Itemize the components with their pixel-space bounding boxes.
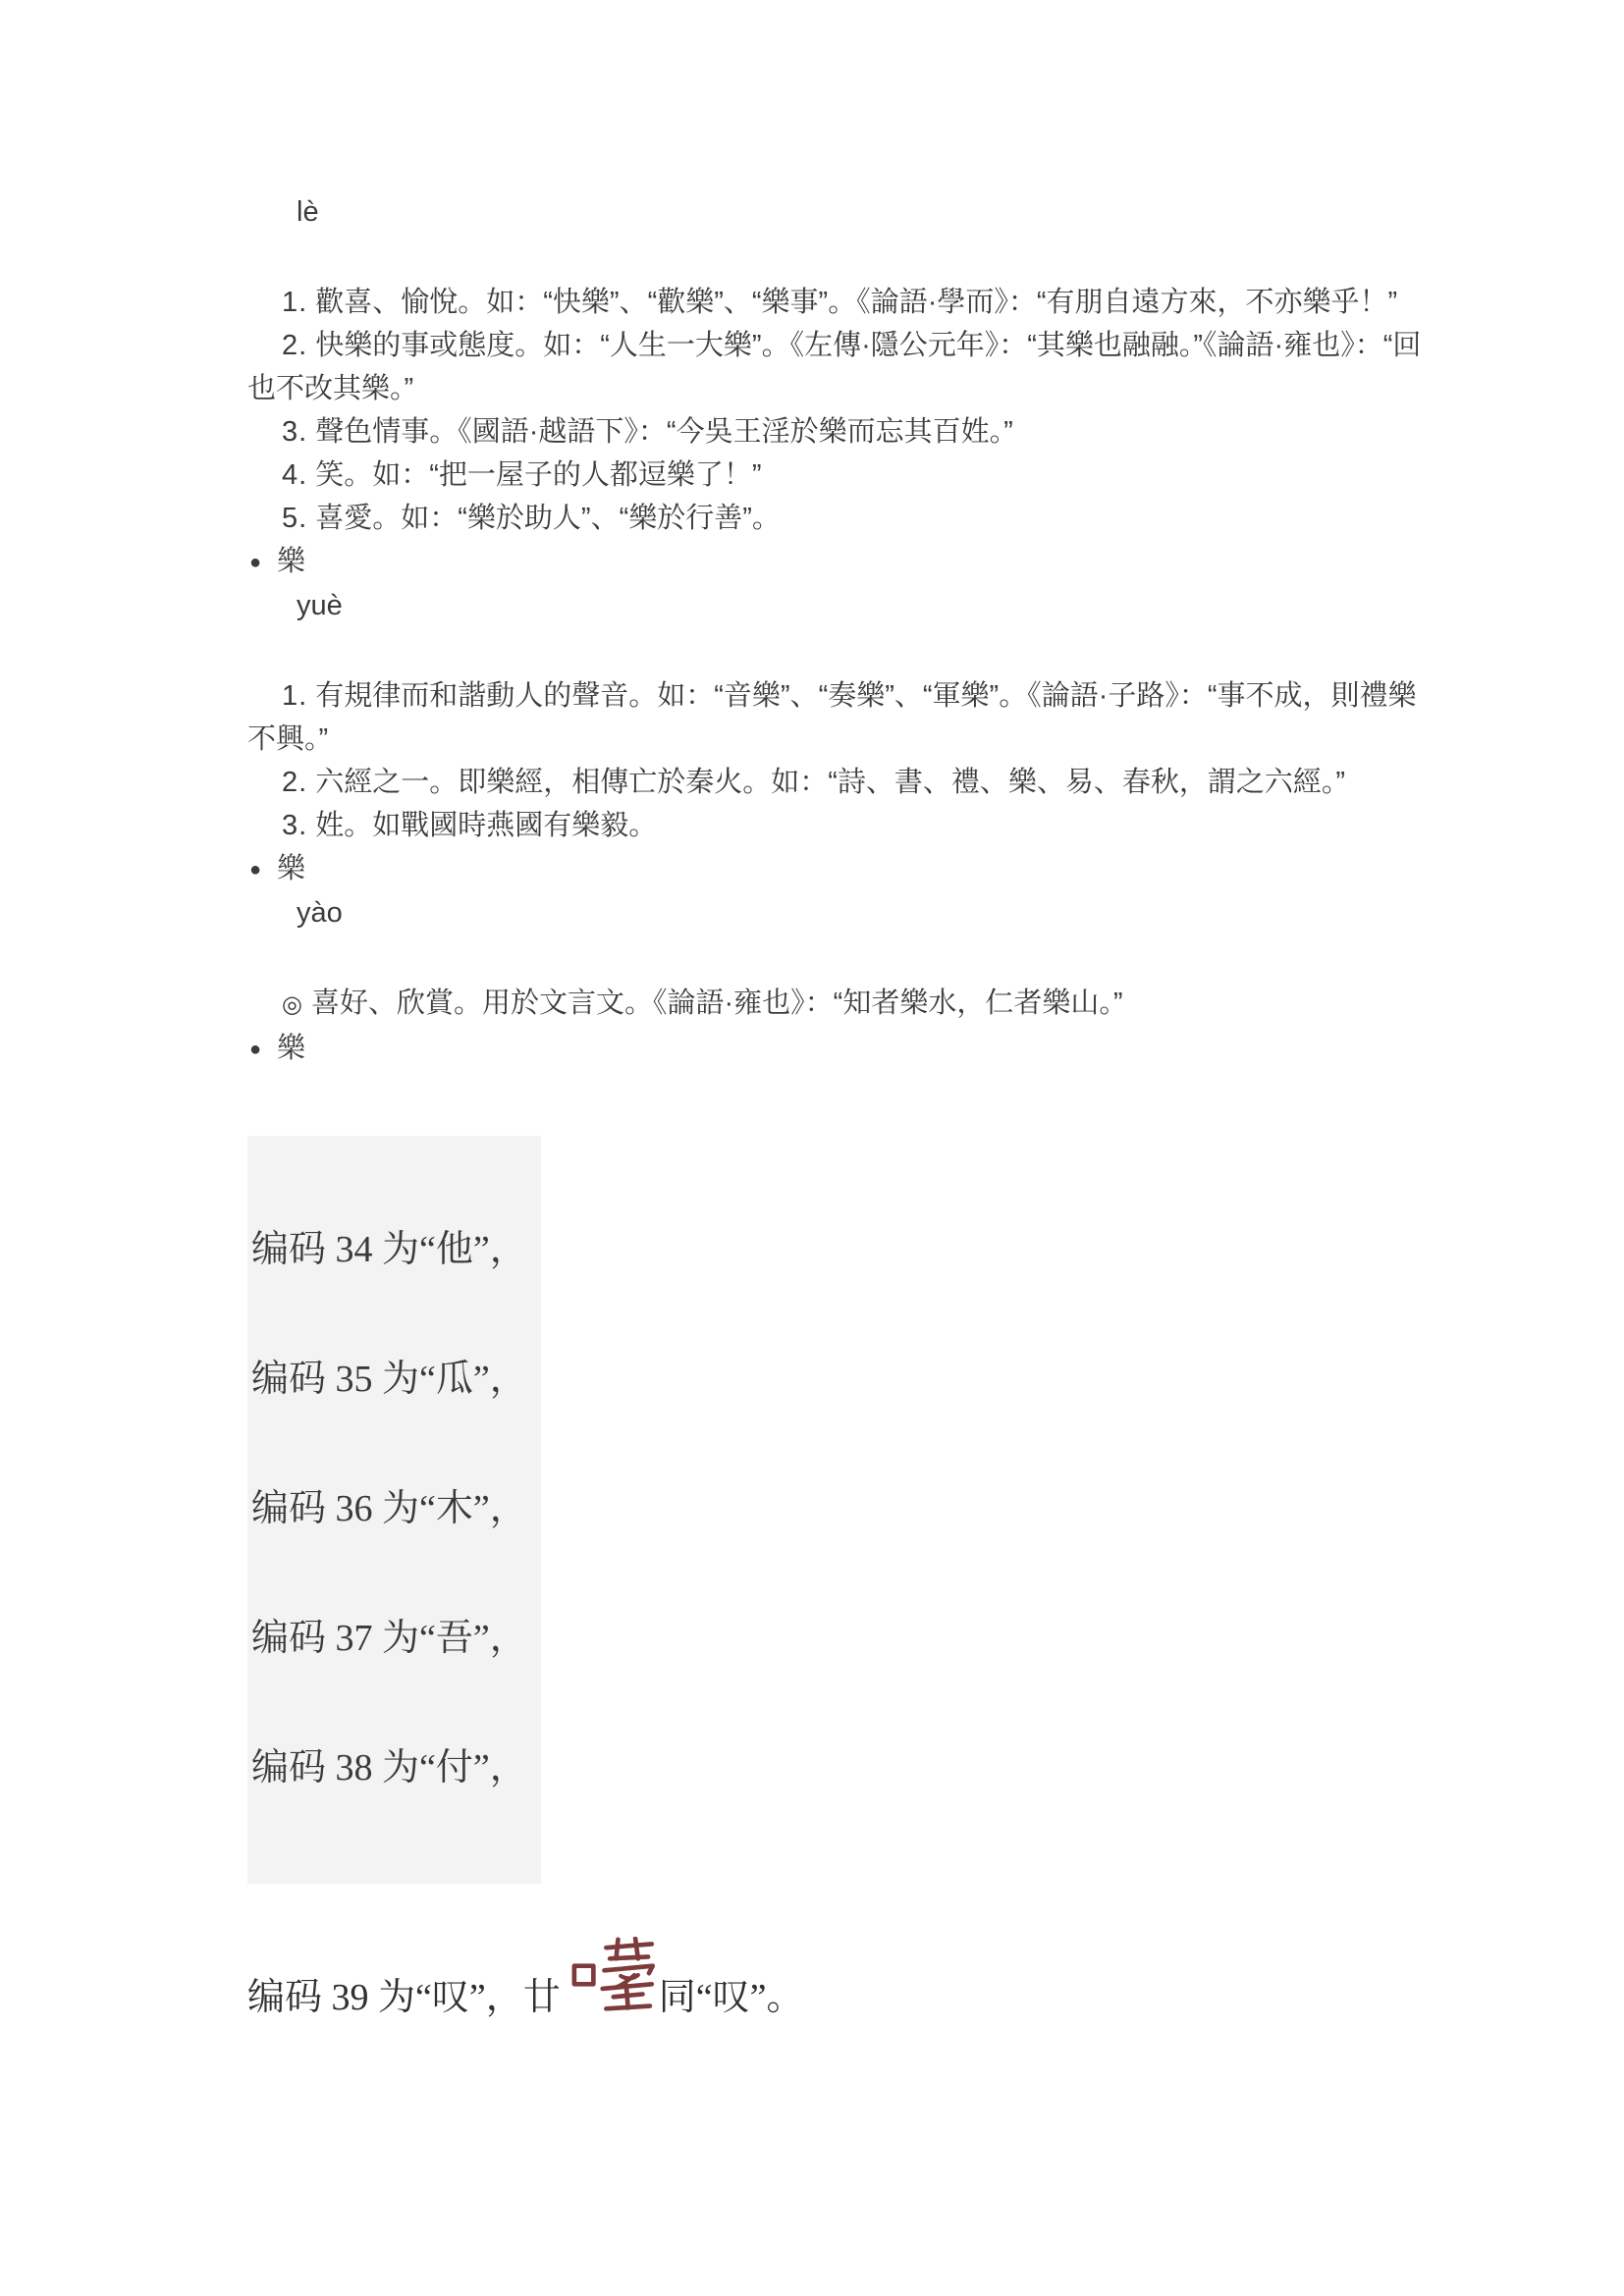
sense-number: 4. — [282, 459, 308, 491]
sense-text: 喜愛。如：“樂於助人”、“樂於行善”。 — [315, 503, 781, 534]
sense-text: 笑。如：“把一屋子的人都逗樂了！” — [315, 459, 762, 491]
pinyin-yue: yuè — [297, 590, 343, 621]
encoding-39-line — [247, 1937, 1434, 2019]
sense-yue-2 — [247, 761, 1434, 804]
pinyin-le: lè — [297, 196, 319, 228]
headword-char: 樂 — [277, 853, 306, 884]
sense-yue-1 — [247, 674, 1434, 761]
sense-text: 六經之一。即樂經，相傳亡於秦火。如：“詩、書、禮、樂、易、春秋，謂之六經。” — [315, 767, 1346, 798]
sense-yue-3 — [247, 804, 1434, 847]
code-line: 编码 37 为“吾”， — [251, 1618, 527, 1659]
code-line: 编码 38 为“付”， — [251, 1747, 527, 1789]
sense-yao-1 — [247, 982, 1434, 1027]
code-line: 编码 35 为“瓜”， — [251, 1359, 527, 1400]
circle-marker-icon: ◎ — [282, 991, 303, 1018]
rare-variant-character-glyph — [567, 1937, 655, 2013]
sense-text: 快樂的事或態度。如：“人生一大樂”。《左傳·隱公元年》：“其樂也融融。”《論語·雍也》：“回也不改其樂。” — [247, 330, 1422, 404]
headword-yao — [247, 1027, 1434, 1071]
sense-le-4 — [247, 454, 1434, 497]
headword-char: 樂 — [277, 546, 306, 577]
final-line-after: 同“叹”。 — [658, 1977, 804, 2018]
sense-number: 3. — [282, 416, 308, 448]
code-block — [247, 1136, 541, 1884]
sense-text: 喜好、欣賞。用於文言文。《論語·雍也》：“知者樂水，仁者樂山。” — [311, 988, 1123, 1019]
sense-number: 2. — [282, 330, 308, 361]
sense-text: 姓。如戰國時燕國有樂毅。 — [315, 810, 658, 841]
headword-yue — [247, 847, 1434, 891]
bullet-icon: ● — [249, 1039, 262, 1060]
sense-le-2 — [247, 324, 1434, 410]
sense-le-3 — [247, 410, 1434, 454]
code-line: 编码 36 为“木”， — [251, 1488, 527, 1529]
sense-number: 5. — [282, 503, 308, 534]
sense-number: 1. — [282, 287, 308, 318]
pinyin-yao: yào — [297, 897, 343, 929]
sense-text: 聲色情事。《國語·越語下》：“今吳王淫於樂而忘其百姓。” — [315, 416, 1013, 448]
sense-le-1 — [247, 281, 1434, 324]
sense-text: 歡喜、愉悅。如：“快樂”、“歡樂”、“樂事”。《論語·學而》：“有朋自遠方來，不亦樂乎！” — [315, 287, 1398, 318]
sense-le-5 — [247, 497, 1434, 540]
code-line: 编码 34 为“他”， — [251, 1229, 527, 1270]
bullet-icon: ● — [249, 859, 262, 881]
document-body — [247, 190, 1434, 2019]
sense-text: 有規律而和諧動人的聲音。如：“音樂”、“奏樂”、“軍樂”。《論語·子路》：“事不成，則禮樂不興。” — [247, 680, 1417, 755]
sense-number: 2. — [282, 767, 308, 798]
sense-number: 3. — [282, 810, 308, 841]
headword-char: 樂 — [277, 1033, 306, 1064]
bullet-icon: ● — [249, 552, 262, 573]
final-line-before: 编码 39 为“叹”，廿 — [247, 1977, 561, 2018]
sense-number: 1. — [282, 680, 308, 712]
headword-le — [247, 540, 1434, 584]
